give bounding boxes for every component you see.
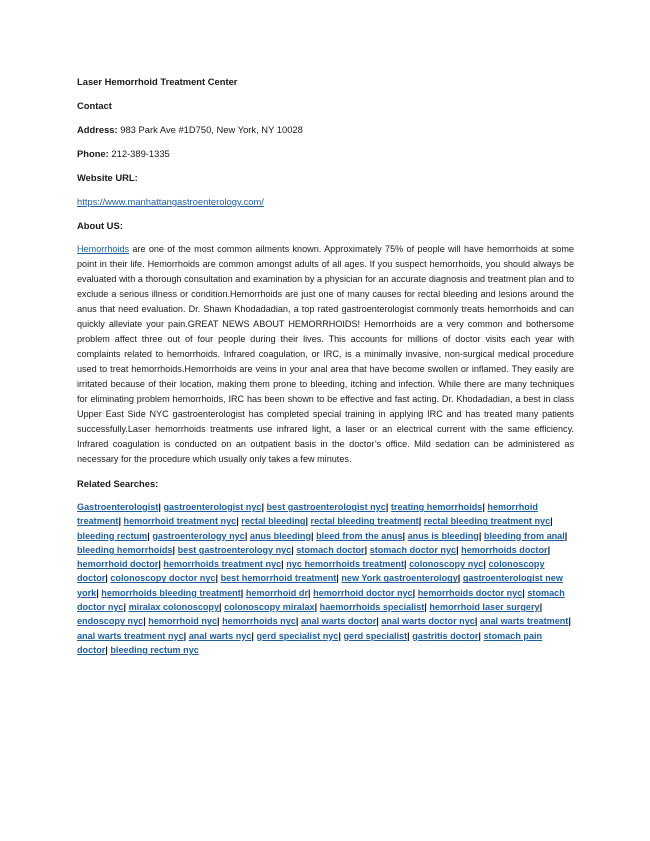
link-separator: | [143,616,146,627]
related-search-link[interactable]: bleed from the anus [316,530,403,541]
link-separator: | [385,502,389,512]
related-search-link[interactable]: hemorrhoid doctor nyc [313,587,413,598]
document-title: Laser Hemorrhoid Treatment Center [77,76,238,87]
related-search-link[interactable]: hemorrhoid treatment nyc [123,516,237,527]
link-separator: | [236,516,239,527]
related-search-link[interactable]: rectal bleeding [241,516,306,527]
link-separator: | [217,616,220,627]
link-separator: | [105,644,108,655]
link-separator: | [457,573,461,584]
related-search-link[interactable]: anal warts doctor nyc [381,616,475,627]
link-separator: | [172,544,176,555]
link-separator: | [568,616,571,627]
related-search-link[interactable]: hemorrhoid doctor [77,559,159,570]
related-search-link[interactable]: hemorrhoids bleeding treatment [101,587,241,598]
link-separator: | [412,587,416,598]
link-separator: | [240,587,244,598]
website-line [77,194,574,209]
link-separator: | [522,587,525,598]
link-separator: | [314,602,318,613]
related-search-link[interactable]: haemorrhoids specialist [319,602,425,613]
related-search-link[interactable]: hemorrhoid laser surgery [429,602,540,613]
link-separator: | [456,544,459,555]
related-search-link[interactable]: endoscopy nyc [77,616,144,627]
related-search-link[interactable]: treating hemorrhoids [390,502,483,512]
related-search-link[interactable]: gerd specialist nyc [256,630,339,641]
link-separator: | [281,559,284,570]
link-separator: | [539,602,543,613]
link-separator: | [219,602,222,613]
related-search-link[interactable]: colonoscopy doctor nyc [110,573,216,584]
related-search-link[interactable]: bleeding from anal [483,530,565,541]
link-separator: | [251,630,254,641]
phone-value: 212-389-1335 [111,148,170,159]
related-search-link[interactable]: rectal bleeding treatment [310,516,419,527]
related-search-link[interactable]: rectal bleeding treatment nyc [423,516,551,527]
address-label: Address: [77,124,118,135]
related-search-link[interactable]: stomach pain doctor [77,630,543,655]
link-separator: | [244,530,248,541]
about-paragraph [77,242,574,467]
related-heading: Related Searches: [77,478,159,489]
related-search-link[interactable]: bleeding rectum nyc [110,644,199,655]
related-search-link[interactable]: gastritis doctor [412,630,479,641]
link-separator: | [474,616,478,627]
link-separator: | [338,630,341,641]
related-search-link[interactable]: hemorrhoids doctor nyc [417,587,523,598]
about-heading: About US: [77,220,123,231]
related-search-link[interactable]: anal warts treatment [479,616,569,627]
related-search-link[interactable]: hemorrhoids nyc [222,616,296,627]
address-line [77,122,574,137]
related-search-link[interactable]: anal warts doctor [300,616,377,627]
related-search-link[interactable]: bleeding rectum [77,530,148,541]
link-separator: | [308,587,311,598]
link-separator: | [550,516,553,527]
link-separator: | [105,573,108,584]
link-separator: | [158,559,161,570]
link-separator: | [478,630,481,641]
related-search-link[interactable]: best hemorrhoid treatment [220,573,337,584]
link-separator: | [123,602,127,613]
related-search-link[interactable]: anal warts nyc [188,630,252,641]
related-search-link[interactable]: anus bleeding [249,530,312,541]
link-separator: | [478,530,482,541]
related-search-link[interactable]: hemorrhoid dr [245,587,308,598]
link-separator: | [183,630,187,641]
link-separator: | [404,559,407,570]
related-search-link[interactable]: stomach doctor nyc [369,544,457,555]
related-search-link[interactable]: new York gastroenterology [341,573,458,584]
related-searches [77,500,574,657]
related-search-link[interactable]: best gastroenterologist nyc [266,502,386,512]
related-search-link[interactable]: gastroenterologist nyc [163,502,262,512]
link-separator: | [291,544,294,555]
link-separator: | [424,602,427,613]
link-separator: | [418,516,422,527]
contact-heading: Contact [77,100,112,111]
link-separator: | [483,559,486,570]
related-search-link[interactable]: stomach doctor [296,544,365,555]
address-value: 983 Park Ave #1D750, New York, NY 10028 [120,124,303,135]
related-search-link[interactable]: gerd specialist [343,630,408,641]
related-search-link[interactable]: hemorrhoid nyc [148,616,217,627]
link-separator: | [118,516,121,527]
related-search-link[interactable]: best gastroenterology nyc [177,544,292,555]
link-separator: | [547,544,551,555]
related-search-link[interactable]: anus is bleeding [407,530,479,541]
hemorrhoids-link[interactable]: Hemorrhoids [77,244,130,254]
related-search-link[interactable]: hemorrhoids treatment nyc [163,559,282,570]
related-search-link[interactable]: stomach doctor nyc [77,587,565,613]
link-separator: | [407,630,410,641]
link-separator: | [564,530,568,541]
related-search-link[interactable]: miralax colonoscopy [128,602,220,613]
related-search-link[interactable]: bleeding hemorrhoids [77,544,173,555]
related-search-link[interactable]: hemorrhoid treatment [77,502,538,527]
related-search-link[interactable]: hemorrhoids doctor [461,544,548,555]
related-search-link[interactable]: gastroenterology nyc [152,530,245,541]
phone-line [77,146,574,161]
link-separator: | [147,530,150,541]
phone-label: Phone: [77,148,109,159]
related-search-link[interactable]: colonoscopy miralax [224,602,315,613]
link-separator: | [376,616,379,627]
link-separator: | [364,544,368,555]
related-search-link[interactable]: Gastroenterologist [77,502,159,512]
link-separator: | [295,616,299,627]
related-search-link[interactable]: colonoscopy doctor [77,559,545,584]
link-separator: | [402,530,406,541]
related-search-link[interactable]: colonoscopy nyc [409,559,484,570]
related-search-link[interactable]: nyc hemorrhoids treatment [286,559,404,570]
link-separator: | [336,573,339,584]
link-separator: | [311,530,314,541]
website-link[interactable]: https://www.manhattangastroenterology.com/ [77,196,264,207]
document-page [77,74,574,657]
link-separator: | [96,587,99,598]
related-search-link[interactable]: gastroenterologist new york [77,573,563,598]
about-text: are one of the most common ailments known. Approximately 75% of people will have hemorrhoids at some point in their life. Hemorrhoids are common amongst adults of all ages. If you suspect hemorrhoids, you should always be evaluated with a thorough consultation and examination by a physician for an accurate diagnosis and treatment plan and to exclude a serious illness or condition.Hemorrhoids are just one of many causes for rectal bleeding and lesions around the anus that need evaluation. Dr. Shawn Khodadadian, a top rated gastroenterologist commonly treats hemorrhoids and can quickly alleviate your pain.GREAT NEWS ABOUT HEMORRHOIDS! Hemorrhoids are a very common and bothersome problem affect three out of four people during their lives. This accounts for millions of doctor visits each year with complaints related to hemorrhoids. Infrared coagulation, or IRC, is a minimally invasive, non-surgical medical procedure used to treat hemorrhoids.Hemorrhoids are veins in your anal area that have become swollen or inflamed. They easily are irritated because of their location, making them prone to bleeding, itching and infection. While there are many techniques for eliminating problem hemorrhoids, IRC has been shown to be effective and fast acting. Dr. Khodadadian, a best in class Upper East Side NYC gastroenterologist has completed special training in applying IRC and has treated many patients successfully.Laser hemorrhoids treatments use infrared light, a laser or an electrical current with the same efficiency. Infrared coagulation is conducted on an outpatient basis in the doctor’s office. Mild sedation can be administered as necessary for the procedure which usually only takes a few minutes. [77,244,574,464]
link-separator: | [158,502,161,512]
link-separator: | [215,573,219,584]
link-separator: | [482,502,485,512]
related-search-link[interactable]: anal warts treatment nyc [77,630,184,641]
website-heading: Website URL: [77,172,138,183]
link-separator: | [305,516,309,527]
link-separator: | [261,502,265,512]
